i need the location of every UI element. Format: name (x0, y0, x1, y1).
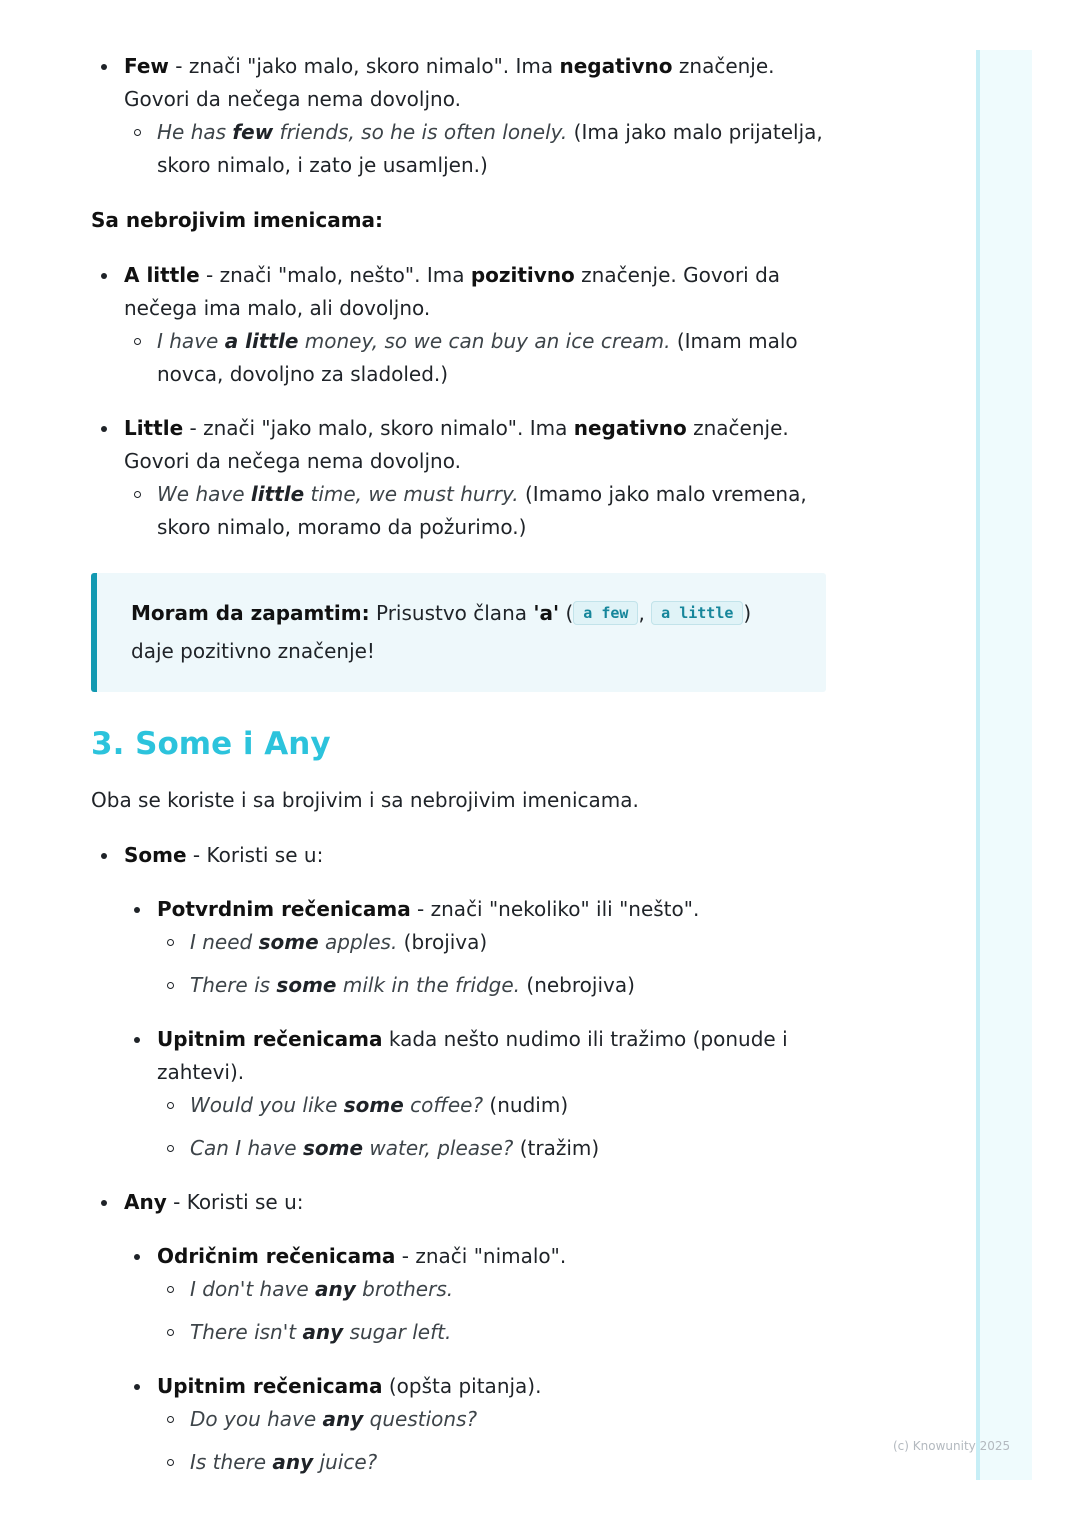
some-usages (124, 893, 836, 1165)
usage-questions: Upitnim rečenicama kada nešto nudimo ili tražimo (ponude i zahtevi). Would you like some coffee? (nudim) Can I have some water, please? (tražim) (124, 1023, 836, 1165)
example-item: I have a little money, so we can buy an ice cream. (Imam malo novca, dovoljno za sladoled.) (124, 325, 836, 391)
few-examples (124, 116, 836, 182)
usage-negative: Odričnim rečenicama - znači "nimalo". I don't have any brothers. There isn't any sugar left. (124, 1240, 836, 1349)
remember-callout: Moram da zapamtim: Prisustvo člana 'a' ( a few , a little ) daje pozitivno značenje! (91, 573, 826, 692)
example-item: I need some apples. (brojiva) (157, 926, 836, 959)
example-item: Do you have any questions? (157, 1403, 836, 1436)
copyright-footer: (c) Knowunity 2025 (893, 1439, 1011, 1453)
example-item: I don't have any brothers. (157, 1273, 836, 1306)
example-item: There is some milk in the fridge. (nebrojiva) (157, 969, 836, 1002)
list-item-little: Little - znači "jako malo, skoro nimalo". Ima negativno značenje. Govori da nečega nema dovoljno. We have little time, we must hurry. (Imamo jako malo vremena, skoro nimalo, moramo da požurimo.) (91, 412, 836, 544)
a-little-examples (124, 325, 836, 391)
little-list (91, 259, 836, 544)
list-item-any: Any - Koristi se u: Odričnim rečenicama - znači "nimalo". I don't have any brothers. There isn't any sugar left. Upitnim rečenicama (opšta pitanja). Do you have any questions? Is there any juice? (91, 1186, 836, 1479)
example-item: We have little time, we must hurry. (Imamo jako malo vremena, skoro nimalo, moramo da požurimo.) (124, 478, 836, 544)
usage-affirmative: Potvrdnim rečenicama - znači "nekoliko" ili "nešto". I need some apples. (brojiva) There is some milk in the fridge. (nebrojiva) (124, 893, 836, 1002)
uncountable-heading: Sa nebrojivim imenicama: (91, 208, 384, 232)
example-item: Can I have some water, please? (tražim) (157, 1132, 836, 1165)
few-list (91, 50, 836, 182)
usage-questions: Upitnim rečenicama (opšta pitanja). Do you have any questions? Is there any juice? (124, 1370, 836, 1479)
list-item-few: Few - znači "jako malo, skoro nimalo". Ima negativno značenje. Govori da nečega nema dovoljno. He has few friends, so he is often lonely. (Ima jako malo prijatelja, skoro nimalo, i zato je usamljen.) (91, 50, 836, 182)
example-item: There isn't any sugar left. (157, 1316, 836, 1349)
any-usages (124, 1240, 836, 1479)
list-item-some: Some - Koristi se u: Potvrdnim rečenicama - znači "nekoliko" ili "nešto". I need some apples. (brojiva) There is some milk in the fridge. (nebrojiva) Upitnim rečenicama kada nešto nudimo ili tražimo (ponude i zahtevi). Would you like some coffee? (nudim) Can I have some water, please? (tražim) (91, 839, 836, 1165)
document-content (91, 50, 836, 1479)
section-heading: 3. Some i Any (91, 726, 331, 762)
code-a-few: a few (573, 601, 638, 625)
example-item: Would you like some coffee? (nudim) (157, 1089, 836, 1122)
list-item-a-little: A little - znači "malo, nešto". Ima pozitivno značenje. Govori da nečega ima malo, ali dovoljno. I have a little money, so we can buy an ice cream. (Imam malo novca, dovoljno za sladoled.) (91, 259, 836, 391)
some-any-list (91, 839, 836, 1479)
example-item: He has few friends, so he is often lonely. (Ima jako malo prijatelja, skoro nimalo, i zato je usamljen.) (124, 116, 836, 182)
term-few: Few (124, 54, 169, 78)
little-examples (124, 478, 836, 544)
code-a-little: a little (651, 601, 743, 625)
section-intro: Oba se koriste i sa brojivim i sa nebrojivim imenicama. (91, 788, 639, 812)
example-item: Is there any juice? (157, 1446, 836, 1479)
page-side-bar (976, 50, 1032, 1480)
